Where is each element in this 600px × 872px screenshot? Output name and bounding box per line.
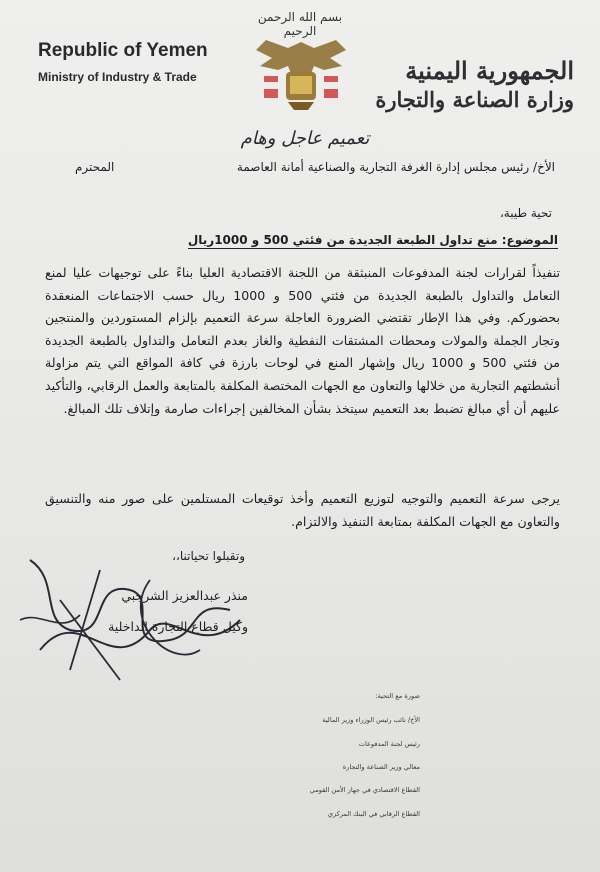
closing-regards: وتقبلوا تحياتنا،، <box>172 549 245 563</box>
signatory-title: وكيل قطاع التجارة الداخلية <box>108 619 248 634</box>
cc-line-2: رئيس لجنة المدفوعات <box>358 740 420 748</box>
country-name-en: Republic of Yemen <box>38 40 208 61</box>
letterhead-english <box>38 40 208 84</box>
cc-line-3: معالي وزير الصناعة والتجارة <box>342 763 420 771</box>
basmala-text: بسم الله الرحمن الرحيم <box>257 10 343 38</box>
addressee-line <box>75 160 555 174</box>
body-paragraph-2: يرجى سرعة التعميم والتوجيه لتوزيع التعميم وأخذ توقيعات المستلمين على صور منه والتنسيق والتعاون مع الجهات المكلفة بمتابعة التنفيذ والالتزام. <box>45 491 560 529</box>
eagle-emblem-icon <box>248 36 354 114</box>
signatory-name: منذر عبدالعزيز الشرجبي <box>121 588 248 603</box>
cc-line-1: الأخ/ نائب رئيس الوزراء وزير المالية <box>322 716 420 724</box>
ministry-name-en: Ministry of Industry & Trade <box>38 70 197 84</box>
cc-line-0: صورة مع التحية: <box>375 692 420 700</box>
addressee-title: المحترم <box>75 160 115 174</box>
cc-line-5: القطاع الرقابي في البنك المركزي <box>327 810 420 818</box>
addressee-label: الأخ/ رئيس مجلس إدارة الغرفة التجارية والصناعية أمانة العاصمة <box>236 160 555 174</box>
circular-label: تعميم عاجل وهام <box>240 128 370 149</box>
greeting: تحية طيبة، <box>499 206 552 220</box>
cc-line-4: القطاع الاقتصادي في جهاز الأمن القومي <box>309 786 420 794</box>
body-paragraph-1: تنفيذاً لقرارات لجنة المدفوعات المنبثقة من اللجنة الاقتصادية العليا بناءً على توجيهات عليا لمنع التعامل والتداول بالطبعة الجديدة من فئتي 500 و 1000 ريال حسب الاجتماعات المنعقدة بحضوركم. وفي هذا الإطار تقتضي الضرورة العاجلة سرعة التعميم بإلزام المستوردين والمنتجين وتجار الجملة والمولات ومحطات المشتقات النفطية والغاز بعدم التعامل والتداول بالطبعة الجديدة من فئتي 500 و 1000 ريال وإشهار المنع في لوحات بارزة في كافة المواقع التي يتم مزاولة أنشطتهم التجارية من خلالها والتعاون مع الجهات المختصة المكلفة بالمتابعة والعمل الرقابي، والتأكيد عليهم أن أي مبالغ تضبط بعد التعميم سيتخذ بشأن المخالفين إجراءات صارمة وإتلاف تلك المبالغ. <box>45 265 560 416</box>
country-name-ar: الجمهورية اليمنية <box>405 56 574 85</box>
letterhead-arabic <box>374 56 574 112</box>
handwritten-signature <box>0 540 260 690</box>
ministry-name-ar: وزارة الصناعة والتجارة <box>375 87 574 112</box>
subject-line: الموضوع: منع تداول الطبعة الجديدة من فئتي 500 و 1000ريال <box>187 233 558 247</box>
